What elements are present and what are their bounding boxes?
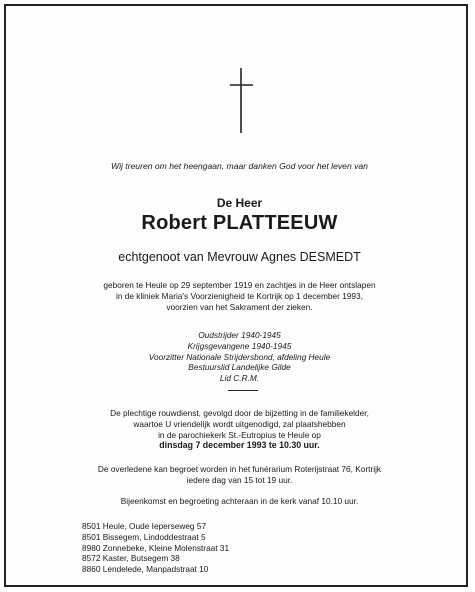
deceased-name: Robert PLATTEEUW — [141, 212, 338, 234]
bio-line: in de kliniek Maria's Voorzienigheid te Kortrijk op 1 december 1993, — [116, 290, 363, 301]
titles-block — [6, 330, 473, 384]
visit-line: iedere dag van 15 tot 19 uur. — [186, 474, 293, 485]
service-line: waartoe U vriendelijk wordt uitgenodigd, zal plaatshebben — [133, 418, 346, 429]
spouse-line: echtgenoot van Mevrouw Agnes DESMEDT — [118, 250, 361, 264]
address-item: 8980 Zonnebeke, Kleine Molenstraat 31 — [82, 542, 230, 553]
visit-block — [6, 464, 473, 486]
service-block — [6, 408, 473, 451]
meeting-line: Bijeenkomst en begroeting achteraan in de kerk vanaf 10.10 uur. — [120, 496, 359, 506]
address-item: 8860 Lendelede, Manpadstraat 10 — [82, 564, 209, 575]
address-item: 8572 Kaster, Butsegem 38 — [82, 553, 180, 564]
service-date: dinsdag 7 december 1993 te 10.30 uur. — [159, 440, 320, 451]
honorific: De Heer — [216, 196, 263, 210]
address-item: 8501 Bissegem, Lindoddestraat 5 — [82, 531, 206, 542]
bio-line: voorzien van het Sakrament der zieken. — [166, 301, 313, 312]
visit-line: De overledene kan begroet worden in het funérarium Roterijstraat 76, Kortrijk — [97, 464, 382, 474]
title-line: Lid C.R.M. — [219, 373, 260, 384]
address-list — [82, 521, 229, 575]
title-line: Krijgsgevangene 1940-1945 — [187, 340, 292, 351]
service-line: De plechtige rouwdienst, gevolgd door de bijzetting in de familiekelder, — [110, 408, 369, 418]
title-line: Oudstrijder 1940-1945 — [198, 330, 281, 340]
memorial-card — [4, 4, 468, 587]
service-line: in de parochiekerk St.-Eutropius te Heule op — [158, 429, 321, 440]
address-item: 8501 Heule, Oude Ieperseweg 57 — [82, 521, 207, 531]
bio-block — [6, 280, 473, 312]
title-line: Bestuurslid Landelijke Gilde — [188, 362, 291, 373]
bio-line: geboren te Heule op 29 september 1919 en zachtjes in de Heer ontslapen — [103, 280, 376, 290]
intro-text: Wij treuren om het heengaan, maar danken God voor het leven van — [111, 161, 368, 171]
title-line: Voorzitter Nationale Strijdersbond, afdeling Heule — [148, 351, 331, 362]
divider — [228, 390, 258, 391]
cross-icon — [6, 6, 473, 166]
